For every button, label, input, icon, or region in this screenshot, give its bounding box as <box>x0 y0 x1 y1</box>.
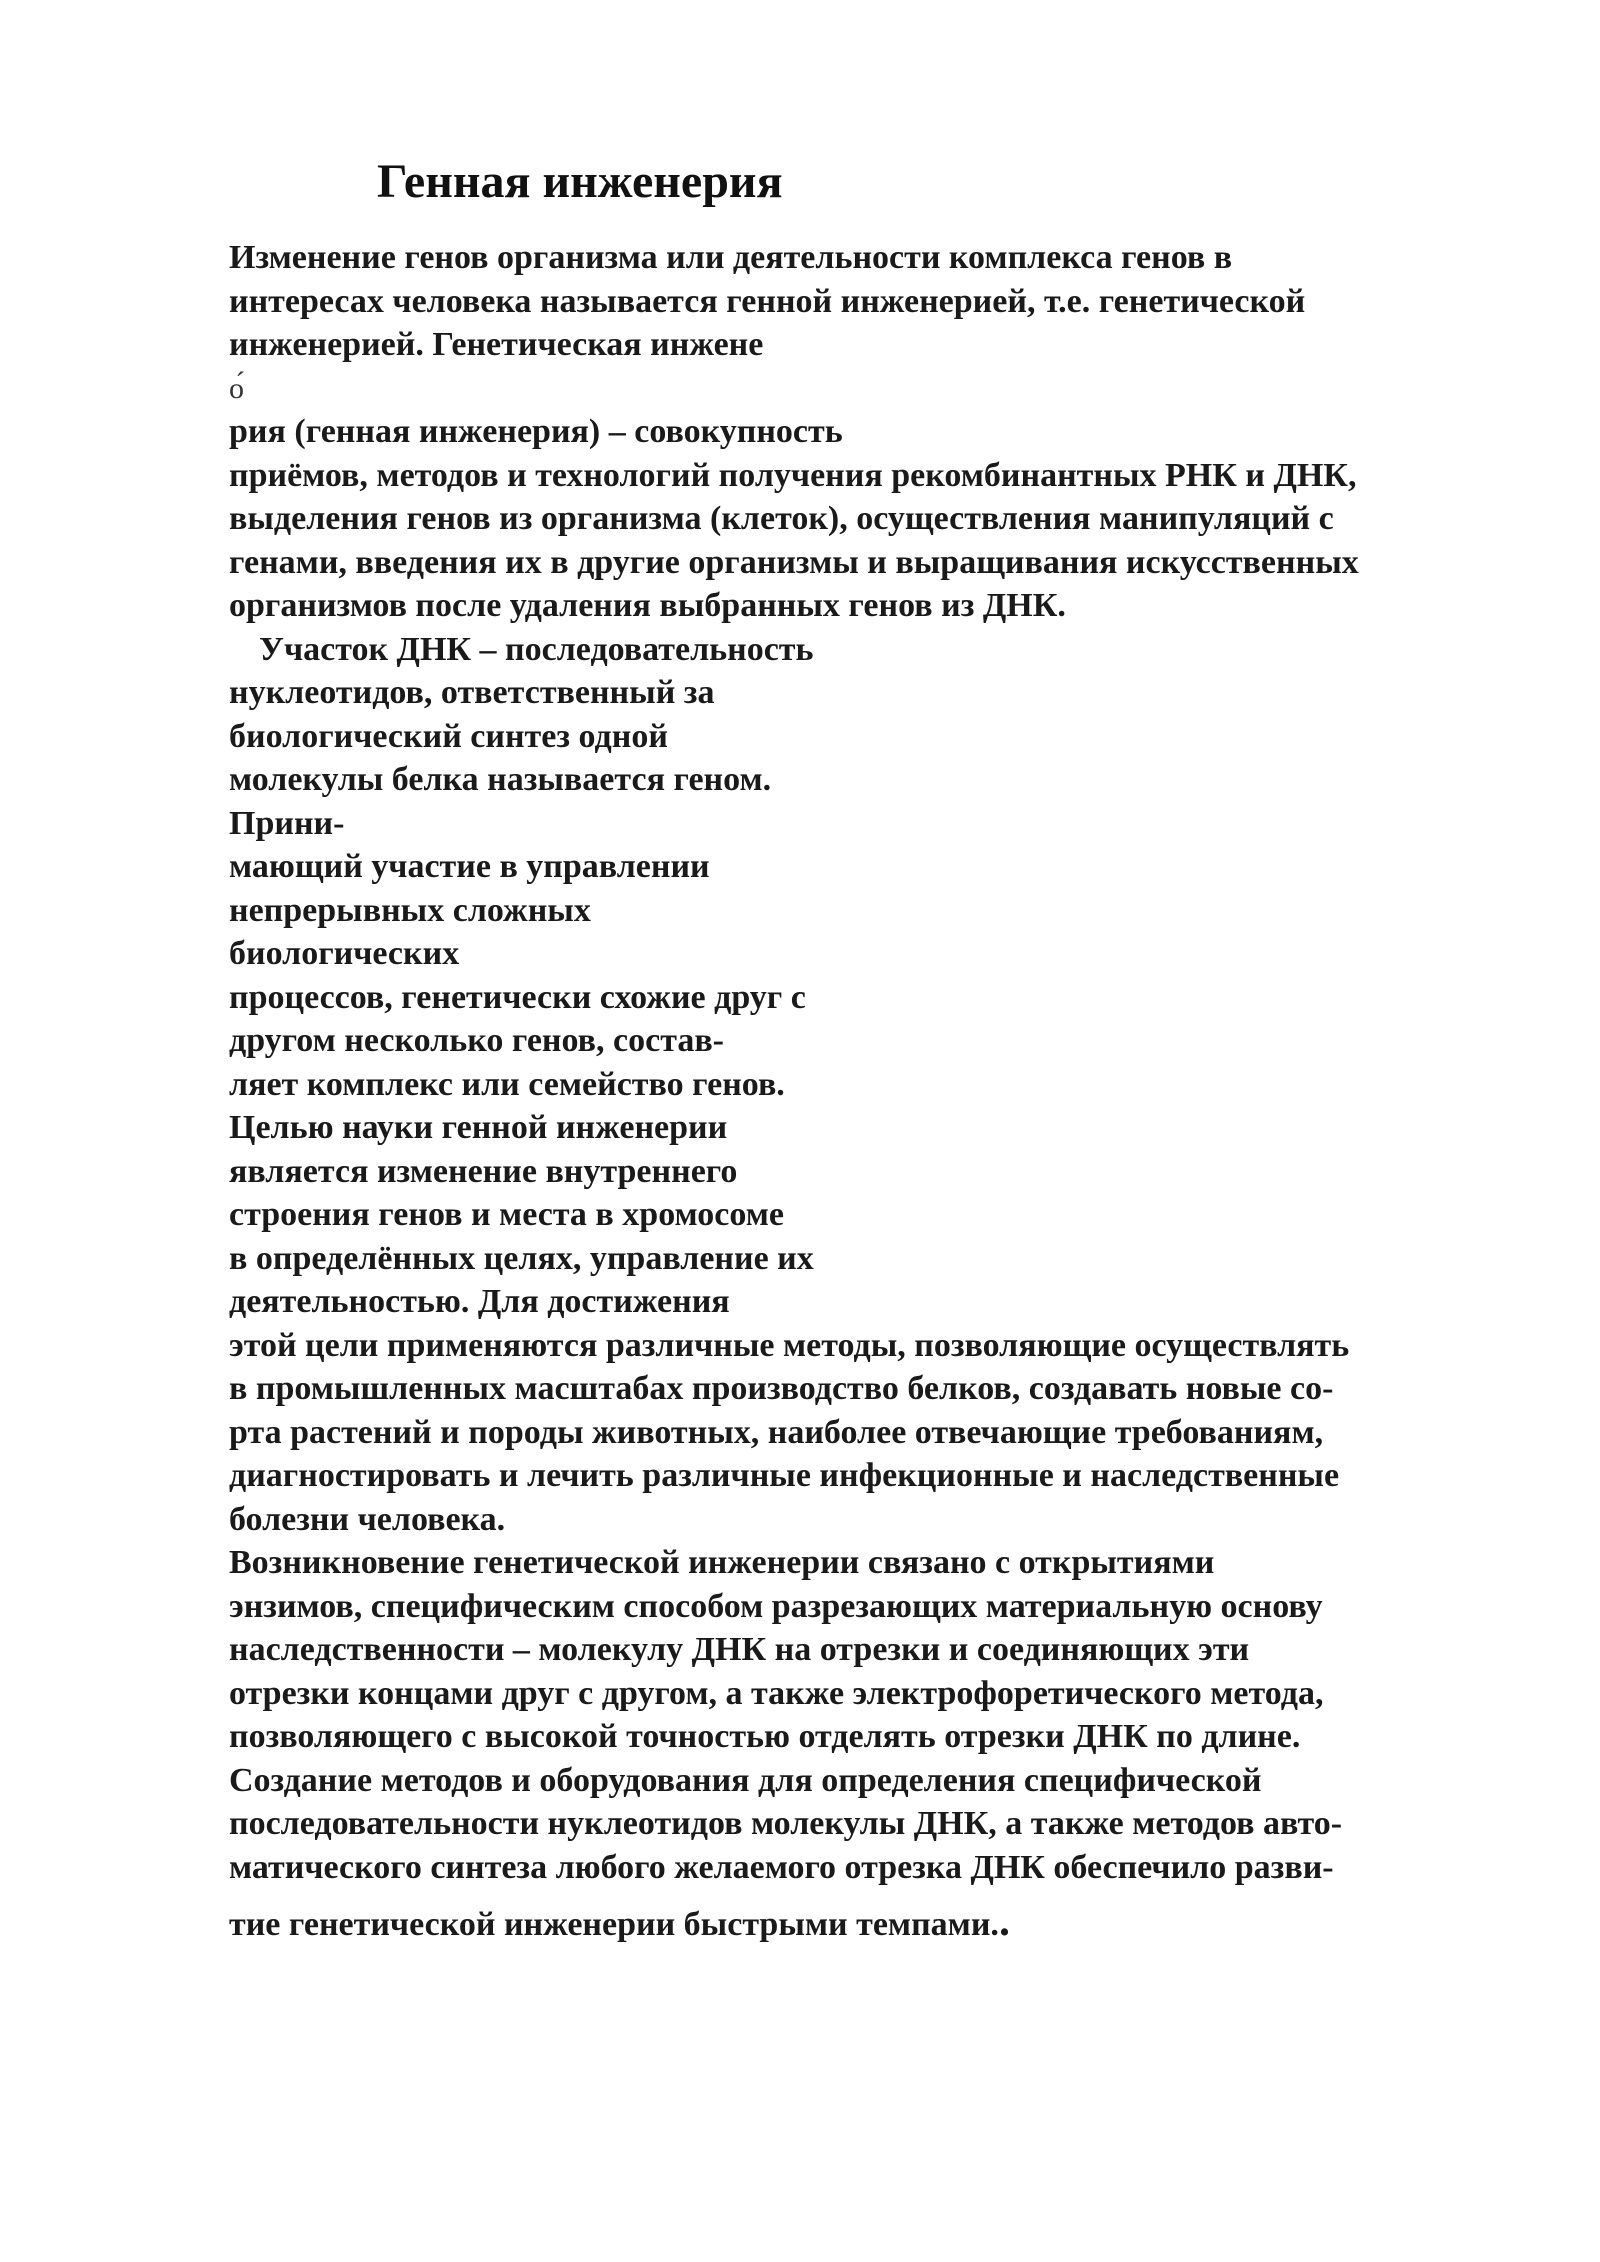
text-line: энзимов, специфическим способом разрезающих материальную основу <box>229 1587 1323 1625</box>
text-line: нуклеотидов, ответственный за <box>229 674 715 711</box>
text-line: рия (генная инженерия) – совокупность <box>229 413 843 450</box>
text-line-final <box>229 1893 1529 1949</box>
text-line: процессов, генетически схожие друг с <box>229 978 806 1016</box>
body-text <box>229 236 1529 1949</box>
final-line-text: тие генетической инженерии быстрыми темпами. <box>229 1906 999 1943</box>
text-line: биологический синтез одной <box>229 717 668 755</box>
text-line: непрерывных сложных <box>229 891 591 929</box>
text-line: отрезки концами друг с другом, а также электрофоретического метода, <box>229 1674 1324 1712</box>
text-line: в определённых целях, управление их <box>229 1239 814 1277</box>
text-line: инженерией. Генетическая инжене <box>229 326 764 363</box>
page-title: Генная инженерия <box>377 155 783 208</box>
text-line: наследственности – молекулу ДНК на отрезки и соединяющих эти <box>229 1631 1250 1668</box>
text-line: Изменение генов организма или деятельности комплекса генов в <box>229 239 1233 276</box>
text-line: в промышленных масштабах производство белков, создавать новые со- <box>229 1370 1334 1407</box>
text-line: молекулы белка называется геном. <box>229 761 772 798</box>
text-line: Создание методов и оборудования для определения специфической <box>229 1761 1262 1799</box>
text-line: строения генов и места в хромосоме <box>229 1196 784 1233</box>
text-line: Возникновение генетической инженерии связано с открытиями <box>229 1544 1215 1581</box>
text-line: Прини- <box>229 804 345 842</box>
text-line: биологических <box>229 935 460 972</box>
text-line: мающий участие в управлении <box>229 848 710 885</box>
text-line: приёмов, методов и технологий получения рекомбинантных РНК и ДНК, <box>229 456 1357 494</box>
text-line: деятельностью. Для достижения <box>229 1283 730 1320</box>
text-line: последовательности нуклеотидов молекулы ДНК, а также методов авто- <box>229 1805 1343 1842</box>
final-period: . <box>998 1896 1010 1945</box>
text-line: позволяющего с высокой точностью отделять отрезки ДНК по длине. <box>229 1718 1301 1755</box>
text-line: является изменение внутреннего <box>229 1152 738 1190</box>
text-line: выделения генов из организма (клеток), осуществления манипуляций с <box>229 500 1334 537</box>
text-line: интересах человека называется генной инженерией, т.е. генетической <box>229 282 1306 320</box>
text-line: этой цели применяются различные методы, позволяющие осуществлять <box>229 1326 1350 1364</box>
text-line: Целью науки генной инженерии <box>229 1109 728 1146</box>
text-line: генами, введения их в другие организмы и выращивания искусственных <box>229 543 1359 581</box>
text-line: другом несколько генов, состав- <box>229 1022 725 1059</box>
text-line: диагностировать и лечить различные инфекционные и наследственные <box>229 1457 1340 1494</box>
text-line: матического синтеза любого желаемого отрезка ДНК обеспечило разви- <box>229 1848 1334 1886</box>
stray-accent-glyph: о́ <box>229 371 244 405</box>
text-line: рта растений и породы животных, наиболее отвечающие требованиям, <box>229 1413 1324 1451</box>
text-line: болезни человека. <box>229 1500 506 1538</box>
text-line: Участок ДНК – последовательность <box>259 630 814 668</box>
text-line: ляет комплекс или семейство генов. <box>229 1065 785 1103</box>
text-line: организмов после удаления выбранных генов из ДНК. <box>229 587 1066 624</box>
